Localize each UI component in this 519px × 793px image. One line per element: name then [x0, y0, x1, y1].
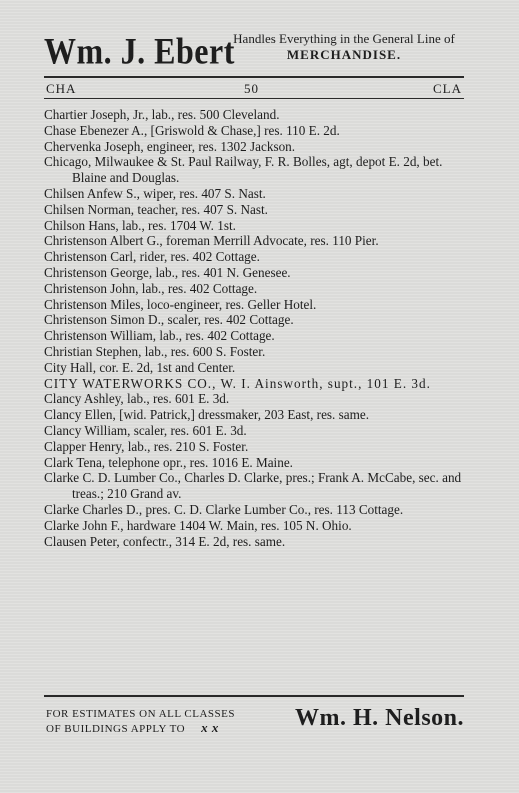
footer-rule: [44, 695, 464, 697]
footer-notice: [46, 708, 276, 736]
directory-entry: Clancy Ellen, [wid. Patrick,] dressmaker, 203 East, res. same.: [44, 407, 370, 423]
directory-entry: Chilsen Anfew S., wiper, res. 407 S. Nast.: [44, 185, 266, 201]
directory-entry: Clancy Ashley, lab., res. 601 E. 3d.: [44, 391, 230, 407]
directory-entry: Christenson Albert G., foreman Merrill Advocate, res. 110 Pier.: [44, 233, 379, 249]
directory-entry: Clausen Peter, confectr., 314 E. 2d, res. same.: [44, 533, 286, 549]
footer-line-2: OF BUILDINGS APPLY TO: [46, 723, 186, 735]
directory-entry: Clarke John F., hardware 1404 W. Main, res. 105 N. Ohio.: [44, 517, 352, 533]
directory-entry: Chilson Hans, lab., res. 1704 W. 1st.: [44, 217, 236, 233]
running-head-right: CLA: [433, 81, 462, 96]
advertiser-name: Wm. J. Ebert: [44, 30, 235, 72]
directory-entry: City Hall, cor. E. 2d, 1st and Center.: [44, 359, 236, 375]
directory-entry: Chase Ebenezer A., [Griswold & Chase,] res. 110 E. 2d.: [44, 122, 340, 138]
header-rule: [44, 76, 464, 78]
directory-entry: Clarke Charles D., pres. C. D. Clarke Lumber Co., res. 113 Cottage.: [44, 501, 404, 517]
directory-entry: Clarke C. D. Lumber Co., Charles D. Clarke, pres.; Frank A. McCabe, sec. and treas.; 210 Grand av.: [44, 470, 462, 502]
directory-entry: Chilsen Norman, teacher, res. 407 S. Nast.: [44, 201, 268, 217]
directory-entry: Christian Stephen, lab., res. 600 S. Foster.: [44, 343, 266, 359]
directory-entry: Clancy William, scaler, res. 601 E. 3d.: [44, 422, 247, 438]
directory-entry: Clark Tena, telephone opr., res. 1016 E. Maine.: [44, 454, 293, 470]
page-header-ad: [44, 28, 464, 72]
directory-entries: [44, 107, 466, 549]
footer-line-1: FOR ESTIMATES ON ALL CLASSES: [46, 708, 236, 720]
directory-entry: Chervenka Joseph, engineer, res. 1302 Jackson.: [44, 138, 296, 154]
directory-entry: Christenson John, lab., res. 402 Cottage.: [44, 280, 258, 296]
footer-line-2-wrap: [46, 721, 276, 736]
directory-entry: Christenson Miles, loco-engineer, res. Geller Hotel.: [44, 296, 317, 312]
running-head-rule: [44, 98, 464, 99]
directory-entry: Christenson Carl, rider, res. 402 Cottage.: [44, 249, 260, 265]
directory-entry: Clapper Henry, lab., res. 210 S. Foster.: [44, 438, 249, 454]
tagline-line-1: Handles Everything in the General Line of: [233, 31, 455, 46]
tagline-line-2: MERCHANDISE.: [286, 47, 402, 62]
advertiser-tagline: [224, 31, 464, 63]
directory-entry: CITY WATERWORKS CO., W. I. Ainsworth, supt., 101 E. 3d.: [44, 375, 431, 391]
page-number: 50: [244, 81, 259, 96]
running-head: [44, 81, 464, 97]
running-head-left: CHA: [46, 81, 77, 96]
page-footer-ad: [44, 700, 466, 740]
directory-entry: Christenson William, lab., res. 402 Cottage.: [44, 328, 275, 344]
footer-marks: x x: [201, 720, 219, 735]
directory-entry: Chartier Joseph, Jr., lab., res. 500 Cleveland.: [44, 107, 280, 122]
directory-entry: Christenson Simon D., scaler, res. 402 Cottage.: [44, 312, 294, 328]
directory-entry: Chicago, Milwaukee & St. Paul Railway, F. R. Bolles, agt, depot E. 2d, bet. Blaine and Douglas.: [44, 154, 443, 186]
directory-entry: Christenson George, lab., res. 401 N. Genesee.: [44, 264, 291, 280]
footer-advertiser: Wm. H. Nelson.: [295, 705, 464, 731]
